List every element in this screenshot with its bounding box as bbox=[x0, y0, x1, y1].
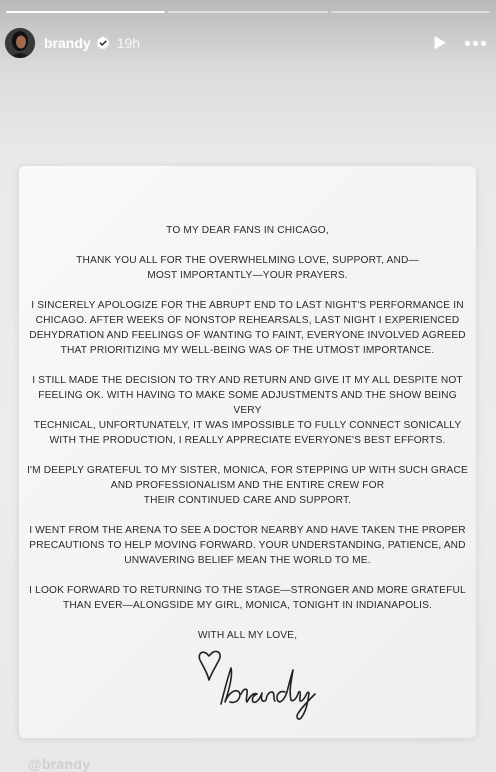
letter-paragraph: I LOOK FORWARD TO RETURNING TO THE STAGE—STRONGER AND MORE GRATEFUL THAN EVER—ALONGSIDE MY GIRL, MONICA, TONIGHT IN INDIANAPOLIS. bbox=[29, 585, 466, 611]
mention-sticker[interactable]: @brandy bbox=[28, 756, 91, 772]
handwritten-signature bbox=[195, 642, 375, 722]
story-progress-segment bbox=[331, 11, 490, 13]
story-progress-segment bbox=[6, 11, 165, 13]
letter-body bbox=[23, 223, 472, 658]
letter-closing: WITH ALL MY LOVE, bbox=[197, 630, 298, 641]
letter-paragraph: THANK YOU ALL FOR THE OVERWHELMING LOVE, SUPPORT, AND— MOST IMPORTANTLY—YOUR PRAYERS. bbox=[76, 255, 419, 281]
story-header bbox=[5, 26, 486, 60]
more-options-icon[interactable] bbox=[465, 41, 486, 46]
letter-paragraph: I WENT FROM THE ARENA TO SEE A DOCTOR NEARBY AND HAVE TAKEN THE PROPER PRECAUTIONS TO HELP MOVING FORWARD. YOUR UNDERSTANDING, PATIENCE, AND UNWAVERING BELIEF MEAN THE WORLD TO ME. bbox=[29, 525, 466, 566]
letter-paragraph: I SINCERELY APOLOGIZE FOR THE ABRUPT END TO LAST NIGHT'S PERFORMANCE IN CHICAGO. AFTER WEEKS OF NONSTOP REHEARSALS, LAST NIGHT I EXPERIENCED DEHYDRATION AND FEELINGS OF WANTING TO FAINT, EVERYONE INVOLVED AGREED THAT PRIORITIZING MY WELL-BEING WAS OF THE UTMOST IMPORTANCE. bbox=[29, 300, 466, 356]
story-progress-segment bbox=[168, 11, 327, 13]
story-progress-bar bbox=[6, 11, 490, 14]
letter-paragraph: I'M DEEPLY GRATEFUL TO MY SISTER, MONICA, FOR STEPPING UP WITH SUCH GRACE AND PROFESSIONALISM AND THE ENTIRE CREW FOR THEIR CONTINUED CARE AND SUPPORT. bbox=[27, 465, 468, 506]
letter-greeting: TO MY DEAR FANS IN CHICAGO, bbox=[166, 225, 329, 236]
play-icon[interactable] bbox=[431, 35, 447, 51]
username[interactable]: brandy bbox=[44, 35, 91, 51]
more-dot bbox=[481, 41, 486, 46]
avatar[interactable] bbox=[5, 28, 35, 58]
verified-badge-icon bbox=[96, 36, 110, 50]
post-time: 19h bbox=[116, 35, 141, 51]
more-dot bbox=[465, 41, 470, 46]
story-controls bbox=[431, 35, 486, 51]
letter-card bbox=[19, 166, 476, 738]
more-dot bbox=[473, 41, 478, 46]
letter-paragraph: I STILL MADE THE DECISION TO TRY AND RETURN AND GIVE IT MY ALL DESPITE NOT FEELING OK. WITH HAVING TO MAKE SOME ADJUSTMENTS AND THE SHOW BEING VERY TECHNICAL, UNFORTUNATELY, IT WAS IMPOSSIBLE TO FULLY CONNECT SONICALLY WITH THE PRODUCTION, I REALLY APPRECIATE EVERYONE'S BEST EFFORTS. bbox=[32, 375, 463, 446]
